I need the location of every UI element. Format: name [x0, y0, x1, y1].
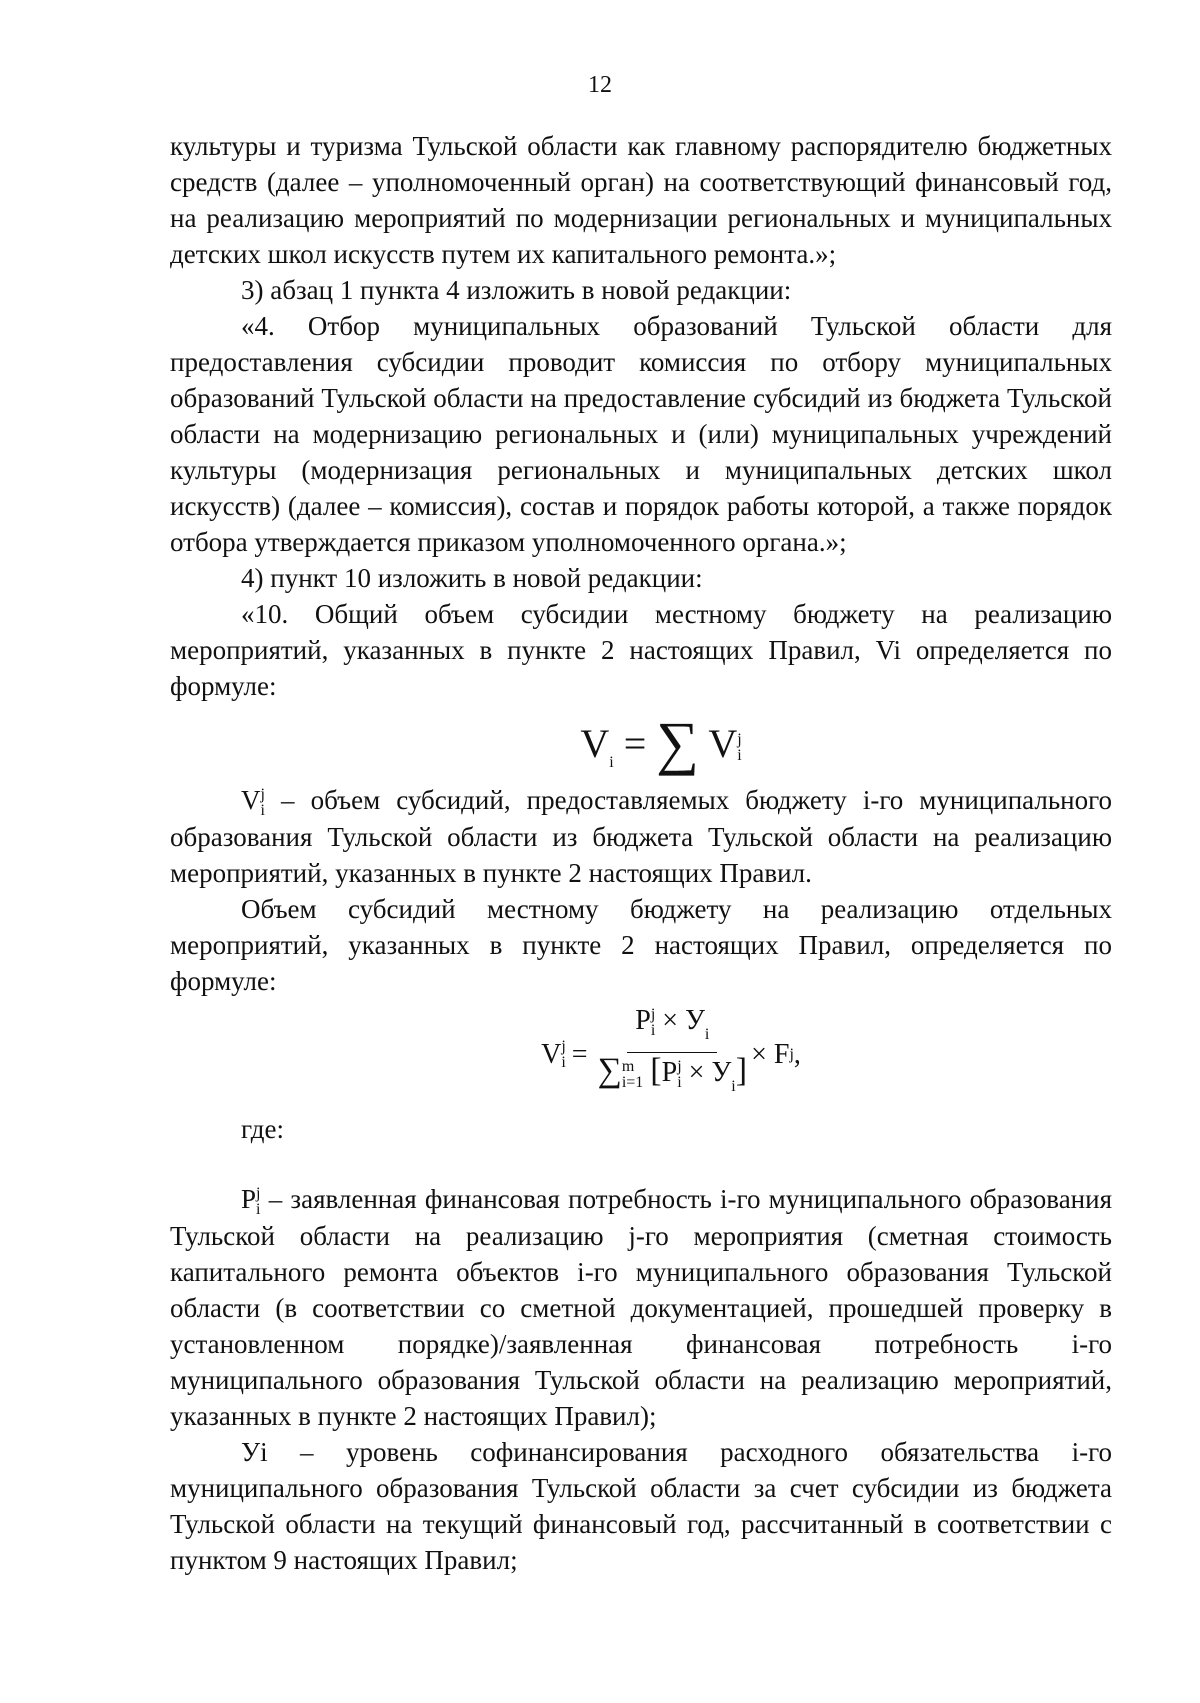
- paragraph-6-text: – объем субсидий, предоставляемых бюджету i-го муниципального образования Тульской области из бюджета Тульской области на реализацию мероприятий, указанных в пункте 2 настоящих Правил.: [170, 785, 1112, 888]
- symbol-v-sup: j: [260, 785, 265, 803]
- paragraph-4: 4) пункт 10 изложить в новой редакции:: [241, 563, 703, 593]
- formula2-den-sub: i=1: [621, 1073, 644, 1091]
- formula2-num-y: У: [685, 1005, 705, 1037]
- symbol-p-main: P: [241, 1183, 257, 1214]
- symbol-p-sup: j: [256, 1184, 261, 1202]
- formula1-rhs-sup: j: [737, 730, 742, 748]
- formula2-den-close-bracket: ]: [735, 1052, 748, 1090]
- paragraph-where: где:: [241, 1113, 284, 1144]
- paragraph-5: «10. Общий объем субсидии местному бюджету на реализацию мероприятий, указанных в пункте 2 настоящих Правил, Vi определяется по формуле:: [170, 599, 1112, 701]
- symbol-v-ij: [241, 782, 265, 819]
- formula1-lhs-sub: i: [609, 754, 614, 771]
- formula2-den-p-sub: i: [677, 1073, 682, 1091]
- formula2-den-sigma: ∑: [597, 1052, 622, 1090]
- formula2-tail-sub: j: [789, 1045, 794, 1063]
- formula2-expression: [541, 1006, 801, 1103]
- sigma-symbol: ∑: [656, 710, 700, 776]
- paragraph-6: [170, 782, 1112, 891]
- formula2-den-y-sub: i: [731, 1078, 736, 1096]
- formula1-rhs: V: [708, 721, 738, 766]
- formula2-lhs-sup: j: [561, 1037, 566, 1055]
- formula2-numerator: [627, 1006, 717, 1053]
- paragraph-2: 3) абзац 1 пункта 4 изложить в новой редакции:: [241, 275, 792, 305]
- formula2-num-times: ×: [662, 1005, 679, 1037]
- formula2-equals: =: [571, 1038, 588, 1070]
- formula2-den-open-bracket: [: [650, 1052, 662, 1090]
- formula-individual-subsidy: [170, 999, 1112, 1111]
- formula2-lhs-sub: i: [561, 1053, 566, 1071]
- formula1-rhs-indices: [737, 732, 741, 764]
- formula2-den-p-indices: [677, 1059, 681, 1091]
- symbol-v-sub: i: [260, 801, 265, 819]
- symbol-v-main: V: [241, 785, 261, 815]
- formula2-den-p-sup: j: [677, 1057, 682, 1075]
- formula2-den-times: ×: [688, 1057, 705, 1089]
- formula2-den-sigma-limits: [622, 1059, 643, 1091]
- formula2-num-p: P: [635, 1005, 651, 1037]
- paragraph-7: Объем субсидий местному бюджету на реализацию отдельных мероприятий, указанных в пункте 2 настоящих Правил, определяется по формуле:: [170, 893, 1112, 996]
- paragraph-10: Уi – уровень софинансирования расходного обязательства i-го муниципального образования Тульской области за счет субсидии из бюджета Тульской области на текущий финансовый год, рассчитанный в соответствии с пунктом 9 настоящих Правил;: [170, 1436, 1112, 1575]
- formula2-den-p: P: [661, 1057, 678, 1089]
- formula1-rhs-sub: i: [737, 746, 742, 764]
- formula2-tail: × F: [751, 1038, 790, 1070]
- formula2-num-sub: i: [650, 1021, 656, 1039]
- paragraph-3: «4. Отбор муниципальных образований Тульской области для предоставления субсидии проводит комиссия по отбору муниципальных образований Тульской области на предоставление субсидий из бюджета Тульской области на модернизацию региональных и (или) муниципальных учреждений культуры (модернизация региональных и муниципальных детских школ искусств) (далее – комиссия), состав и порядок работы которой, а также порядок отбора утверждается приказом уполномоченного органа.»;: [170, 311, 1112, 557]
- formula2-num-sup: j: [650, 1005, 656, 1023]
- symbol-p-sub: i: [256, 1200, 261, 1218]
- formula2-fraction: [598, 1006, 747, 1103]
- paragraph-9: [170, 1181, 1112, 1434]
- formula2-denominator: [598, 1053, 747, 1103]
- symbol-p-ij: [241, 1181, 260, 1218]
- formula2-num-p-indices: [651, 1007, 655, 1039]
- formula2-den-y: У: [711, 1057, 732, 1089]
- formula1-lhs: V: [580, 721, 610, 766]
- formula2-den-sup: m: [621, 1057, 635, 1075]
- document-body: [170, 128, 1112, 1578]
- formula2-lhs: V: [541, 1038, 562, 1070]
- formula-total-subsidy: [170, 704, 1112, 782]
- page-number: 12: [588, 72, 612, 98]
- formula2-lhs-indices: [561, 1039, 565, 1071]
- paragraph-9-text: – заявленная финансовая потребность i-го муниципального образования Тульской области на реализацию j-го мероприятия (сметная стоимость капитального ремонта объектов i-го муниципального образования Тульской области (в соответствии со сметной документацией, прошедшей проверку в установленном порядке)/заявленная финансовая потребность i-го муниципального образования Тульской области на реализацию мероприятий, указанных в пункте 2 настоящих Правил);: [170, 1183, 1112, 1431]
- formula1-equals: =: [623, 721, 647, 766]
- paragraph-1: культуры и туризма Тульской области как главному распорядителю бюджетных средств (далее – уполномоченный орган) на соответствующий финансовый год, на реализацию мероприятий по модернизации региональных и муниципальных детских школ искусств путем их капитального ремонта.»;: [170, 131, 1112, 269]
- formula2-num-y-sub: i: [704, 1026, 710, 1044]
- formula2-comma: ,: [793, 1038, 801, 1070]
